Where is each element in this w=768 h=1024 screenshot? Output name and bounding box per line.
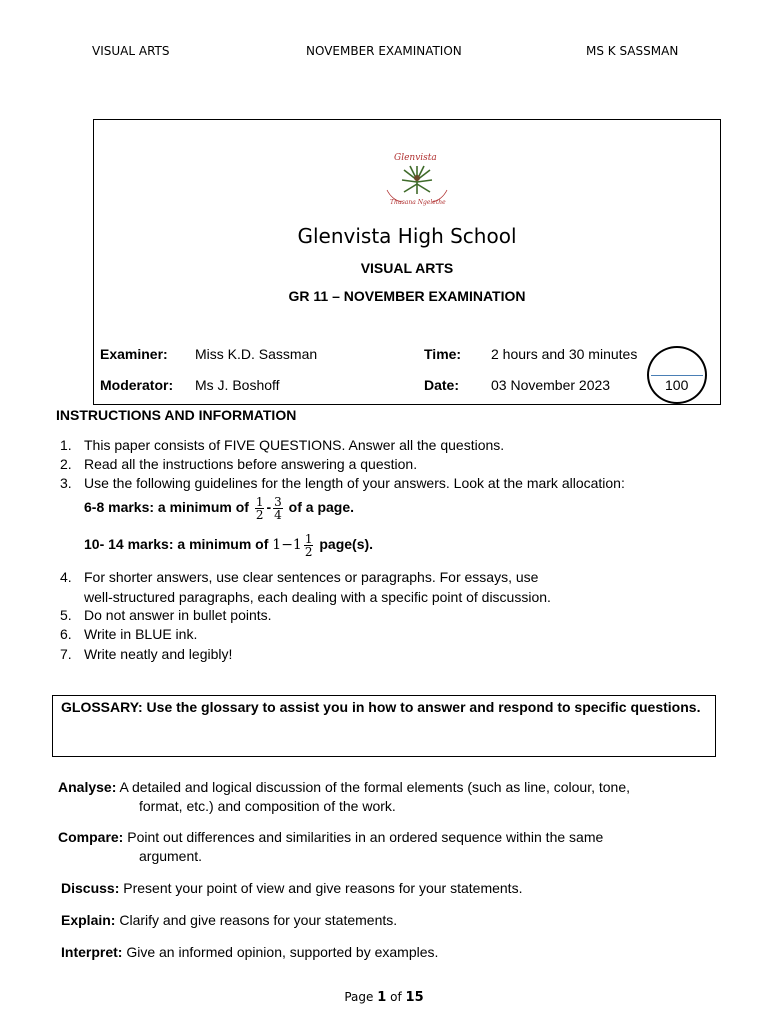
fraction-denominator: 4 <box>274 508 282 522</box>
glossary-term-compare <box>58 828 603 847</box>
header-exam: NOVEMBER EXAMINATION <box>306 44 462 58</box>
glossary-term-analyse <box>58 778 630 797</box>
term-definition: Present your point of view and give reasons for your statements. <box>123 880 523 896</box>
list-number: 3. <box>60 475 72 491</box>
header-subject: VISUAL ARTS <box>92 44 170 58</box>
term-definition-continued: format, etc.) and composition of the work. <box>139 798 396 814</box>
fraction <box>273 496 283 521</box>
fraction-numerator: 1 <box>304 532 313 546</box>
moderator-label: Moderator: <box>100 377 174 393</box>
time-label: Time: <box>424 346 462 362</box>
glossary-term-interpret <box>61 943 438 962</box>
dash: - <box>266 499 272 516</box>
term-definition: Clarify and give reasons for your statements. <box>119 912 398 928</box>
guideline-6-8-marks <box>84 496 354 521</box>
term-label: Explain: <box>61 912 116 928</box>
exam-subject: VISUAL ARTS <box>360 260 454 276</box>
guideline-text: page(s). <box>319 536 374 553</box>
list-text: well-structured paragraphs, each dealing with a specific point of discussion. <box>84 589 551 605</box>
term-definition-continued: argument. <box>139 848 203 864</box>
glossary-term-explain <box>61 911 397 930</box>
term-label: Interpret: <box>61 944 123 960</box>
guideline-text: of a page. <box>288 499 355 516</box>
term-definition: Give an informed opinion, supported by examples. <box>126 944 439 960</box>
svg-text:Glenvista: Glenvista <box>394 153 437 163</box>
list-text: Read all the instructions before answering a question. <box>84 456 418 472</box>
date-label: Date: <box>424 377 460 393</box>
page-word: Page <box>344 990 374 1004</box>
list-number: 5. <box>60 607 72 623</box>
whole-number: 1−1 <box>272 537 302 554</box>
fraction-numerator: 1 <box>255 495 264 509</box>
header-teacher: MS K SASSMAN <box>586 44 679 58</box>
guideline-text: 10- 14 marks: a minimum of <box>84 536 269 553</box>
cover-box <box>93 119 721 405</box>
term-definition: Point out differences and similarities in an ordered sequence within the same <box>127 829 604 845</box>
school-logo-icon <box>382 150 452 206</box>
term-label: Analyse: <box>58 779 117 795</box>
page-number: 1 <box>377 990 387 1005</box>
glossary-term-discuss <box>61 879 522 898</box>
list-number: 1. <box>60 437 72 453</box>
marks-divider-line <box>651 375 703 376</box>
glossary-heading: GLOSSARY: Use the glossary to assist you in how to answer and respond to specific questions. <box>61 699 701 715</box>
page-footer <box>0 990 768 1005</box>
examiner-label: Examiner: <box>100 346 168 362</box>
svg-text:Thusana Ngelethe: Thusana Ngelethe <box>390 199 446 206</box>
fraction-denominator: 2 <box>304 545 313 559</box>
guideline-text: 6-8 marks: a minimum of <box>84 499 249 516</box>
moderator-value: Ms J. Boshoff <box>195 377 280 393</box>
page-total: 15 <box>405 990 424 1005</box>
term-label: Discuss: <box>61 880 120 896</box>
list-text: For shorter answers, use clear sentences or paragraphs. For essays, use <box>84 569 539 585</box>
list-number: 2. <box>60 456 72 472</box>
list-text: Write neatly and legibly! <box>84 646 233 662</box>
of-word: of <box>390 990 402 1004</box>
list-number: 7. <box>60 646 72 662</box>
exam-title: GR 11 – NOVEMBER EXAMINATION <box>288 288 526 304</box>
term-label: Compare: <box>58 829 124 845</box>
fraction <box>304 533 314 558</box>
date-value: 03 November 2023 <box>491 377 611 393</box>
list-text: Use the following guidelines for the length of your answers. Look at the mark allocation: <box>84 475 625 491</box>
fraction-numerator: 3 <box>274 495 282 509</box>
list-text: Write in BLUE ink. <box>84 626 198 642</box>
fraction-denominator: 2 <box>255 508 264 522</box>
total-marks: 100 <box>665 377 689 393</box>
list-text: Do not answer in bullet points. <box>84 607 272 623</box>
time-value: 2 hours and 30 minutes <box>491 346 638 362</box>
term-definition: A detailed and logical discussion of the formal elements (such as line, colour, tone, <box>119 779 630 795</box>
list-number: 4. <box>60 569 72 585</box>
list-text: This paper consists of FIVE QUESTIONS. Answer all the questions. <box>84 437 505 453</box>
school-name: Glenvista High School <box>297 224 517 248</box>
examiner-value: Miss K.D. Sassman <box>195 346 318 362</box>
instructions-title: INSTRUCTIONS AND INFORMATION <box>56 407 297 423</box>
glossary-box <box>52 695 716 757</box>
fraction <box>255 496 265 521</box>
list-number: 6. <box>60 626 72 642</box>
guideline-10-14-marks <box>84 533 373 558</box>
